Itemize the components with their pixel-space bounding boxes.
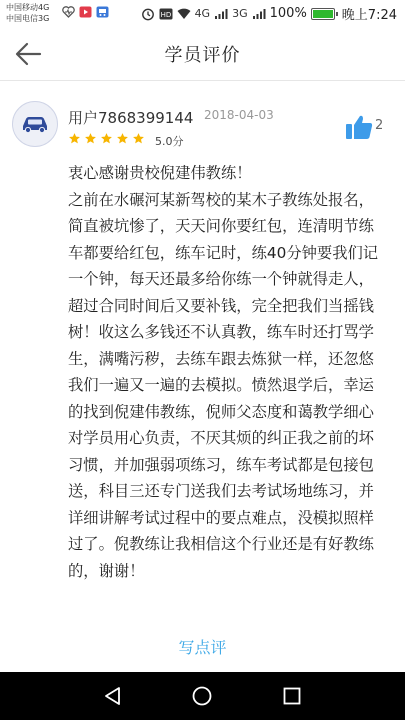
notification-icons xyxy=(62,6,109,18)
battery-percent: 100% xyxy=(269,6,307,21)
avatar[interactable] xyxy=(12,101,58,147)
clock: 晚上7:24 xyxy=(341,8,397,23)
review-paragraph-2: 之前在水碾河某新驾校的某木子教练处报名，简直被坑惨了，天天问你要红包，连清明节练车都要给红包，练车记时，练40分钟要我们记一个钟，每天还最多给你练一个钟就得走人，超过合同时间后又要补钱，完全把我们当摇钱树！收这么多钱还不认真教，练车时还打骂学生，满嘴污秽，去练车跟去炼狱一样，还忽悠我们一遍又一遍的去模拟。愤然退学后，幸运的找到倪建伟教练，倪师父态度和蔼教学细心对学员用心负责，不厌其烦的纠正我之前的坏习惯，并加强弱项练习，练车考试都是包接包送，科目三还专门送我们去考试场地练习，并详细讲解考试过程中的要点难点，没模拟照样过了。倪教练让我相信这个行业还是有好教练的，谢谢！ xyxy=(68,190,379,580)
like-button[interactable] xyxy=(345,114,373,140)
star-icon xyxy=(132,132,145,145)
star-icon xyxy=(116,132,129,145)
svg-text:HD: HD xyxy=(160,10,171,19)
thumbs-up-icon xyxy=(345,114,373,140)
review-text xyxy=(68,160,389,584)
car-icon xyxy=(20,114,50,134)
triangle-back-icon[interactable] xyxy=(101,684,125,708)
carrier-info xyxy=(6,2,49,24)
rating-score: 5.0分 xyxy=(155,135,184,148)
bus-app-icon xyxy=(96,6,109,18)
hd-icon xyxy=(159,8,173,20)
battery-fill xyxy=(313,10,333,18)
status-bar xyxy=(0,0,405,28)
alarm-icon xyxy=(141,7,155,21)
signal-1-icon xyxy=(214,8,228,20)
status-right xyxy=(141,4,397,23)
header-divider xyxy=(0,80,405,81)
carrier-2: 中国电信3G xyxy=(6,14,50,23)
battery-icon xyxy=(311,8,335,20)
reviewer-name: 用户7868399144 xyxy=(68,109,194,127)
star-icon xyxy=(68,132,81,145)
rating-stars xyxy=(68,132,145,145)
review-date: 2018-04-03 xyxy=(204,108,274,122)
star-icon xyxy=(100,132,113,145)
signal-2-icon xyxy=(252,8,266,20)
video-app-icon xyxy=(79,6,92,18)
system-nav-bar xyxy=(0,672,405,720)
wifi-icon xyxy=(177,8,191,20)
square-recent-icon[interactable] xyxy=(280,684,304,708)
star-icon xyxy=(84,132,97,145)
signal-2-label: 3G xyxy=(232,7,248,20)
like-count: 2 xyxy=(375,118,384,133)
circle-home-icon[interactable] xyxy=(190,684,214,708)
app-header xyxy=(0,28,405,80)
write-review-button[interactable]: 写点评 xyxy=(178,638,227,657)
signal-1-label: 4G xyxy=(194,7,211,20)
carrier-1: 中国移动4G xyxy=(6,3,50,12)
heart-monitor-icon xyxy=(62,6,75,18)
page-title: 学员评价 xyxy=(164,45,241,66)
review-paragraph-1: 衷心感谢贵校倪建伟教练！ xyxy=(68,164,252,182)
